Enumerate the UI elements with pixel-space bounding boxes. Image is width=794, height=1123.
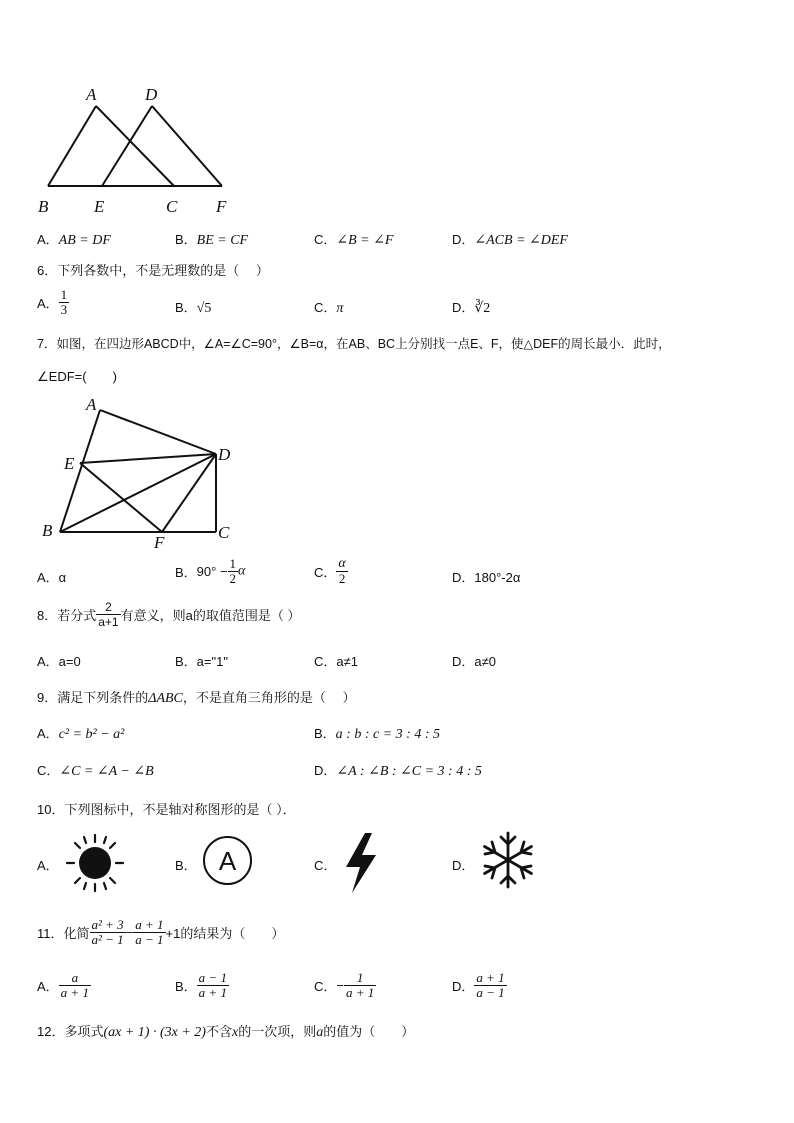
- figure-q5-triangles: [30, 78, 245, 218]
- q6-option-d: D．∛2: [452, 300, 491, 316]
- fig5-label-c: C: [166, 197, 178, 216]
- q5-option-a: A．AB = DF: [37, 232, 111, 248]
- q9-option-b: B．a : b : c = 3 : 4 : 5: [314, 726, 440, 742]
- q11-stem: 11．化简 $\frac{\text{a² + 3}}{\text{a² − 1}}$ − $\frac{a + 1}{a - 1}$ +1的结果为（ ）: [37, 917, 285, 947]
- fig7-label-b: B: [42, 521, 53, 540]
- q9-option-d: D．∠A : ∠B : ∠C = 3 : 4 : 5: [314, 763, 482, 779]
- q12-stem: 12．多项式(ax + 1) · (3x + 2)不含x的一次项，则a的值为（ ）: [37, 1024, 415, 1040]
- q6-stem: 6．下列各数中，不是无理数的是（ ）: [37, 263, 269, 278]
- q8-stem: 8．若分式 $\frac{2}{a+1}$ 有意义，则a的取值范围是（ ）: [37, 600, 301, 629]
- q5-option-d: D．∠ACB = ∠DEF: [452, 232, 568, 248]
- q6-option-c: C．π: [314, 300, 344, 316]
- q11-option-c: C．− $\frac{1}{a + 1}$: [314, 970, 375, 1000]
- q7-option-a: A．α: [37, 570, 67, 585]
- q5-option-c: C．∠B = ∠F: [314, 232, 394, 248]
- q7-stem-line1: 7．如图，在四边形ABCD中，∠A=∠C=90°，∠B=α，在AB、BC上分别找一点E、F，使△DEF的周长最小．此时，: [37, 337, 671, 351]
- fig7-label-c: C: [218, 523, 230, 542]
- figure-q7-quadrilateral: [38, 394, 238, 550]
- q11-option-b: B． $\frac{a - 1}{a + 1}$: [175, 970, 227, 1000]
- q7-stem-line2: ∠EDF=( ): [37, 369, 117, 384]
- fig5-label-f: F: [216, 197, 227, 216]
- q9-option-a: A．c² = b² − a²: [37, 726, 125, 742]
- snowflake-icon: [478, 830, 538, 890]
- q7-option-b: B．90° − $\frac{1}{2}$ α: [175, 556, 246, 586]
- q6-option-b: B．√5: [175, 300, 212, 316]
- q11-option-d: D． $\frac{a + 1}{a - 1}$: [452, 970, 505, 1000]
- q10-option-d-letter: D．: [452, 858, 475, 873]
- q10-option-a-letter: A．: [37, 858, 59, 873]
- fig7-label-a: A: [86, 395, 97, 414]
- circle-a-glyph: A: [218, 845, 237, 876]
- q8-option-a: A．a=0: [37, 654, 81, 669]
- q8-option-c: C．a≠1: [314, 654, 358, 669]
- fig5-label-e: E: [94, 197, 105, 216]
- q8-option-d: D．a≠0: [452, 654, 496, 669]
- lightning-icon: [340, 831, 382, 895]
- q10-option-c-letter: C．: [314, 858, 337, 873]
- q7-option-c: C． $\frac{\alpha}{2}$: [314, 556, 346, 586]
- fig7-label-f: F: [154, 533, 165, 550]
- fig5-label-b: B: [38, 197, 49, 216]
- q5-option-b: B．BE = CF: [175, 232, 249, 248]
- q11-option-a: A． $\frac{a}{a + 1}$: [37, 970, 89, 1000]
- fig7-label-d: D: [218, 445, 231, 464]
- q9-stem: 9．满足下列条件的ΔABC，不是直角三角形的是（ ）: [37, 690, 356, 706]
- q7-option-d: D．180°-2α: [452, 570, 521, 585]
- q9-option-c: C．∠C = ∠A − ∠B: [37, 763, 154, 779]
- sun-icon: [64, 832, 126, 894]
- fig7-label-e: E: [64, 454, 75, 473]
- q10-stem: 10．下列图标中，不是轴对称图形的是（ ）．: [37, 802, 296, 817]
- circle-a-icon: [203, 836, 252, 885]
- q8-option-b: B．a="1": [175, 654, 228, 669]
- q10-option-b-letter: B．: [175, 858, 197, 873]
- q6-option-a: A． $\frac{1}{3}$: [37, 287, 68, 317]
- fig5-label-a: A: [86, 85, 97, 104]
- fig5-label-d: D: [145, 85, 158, 104]
